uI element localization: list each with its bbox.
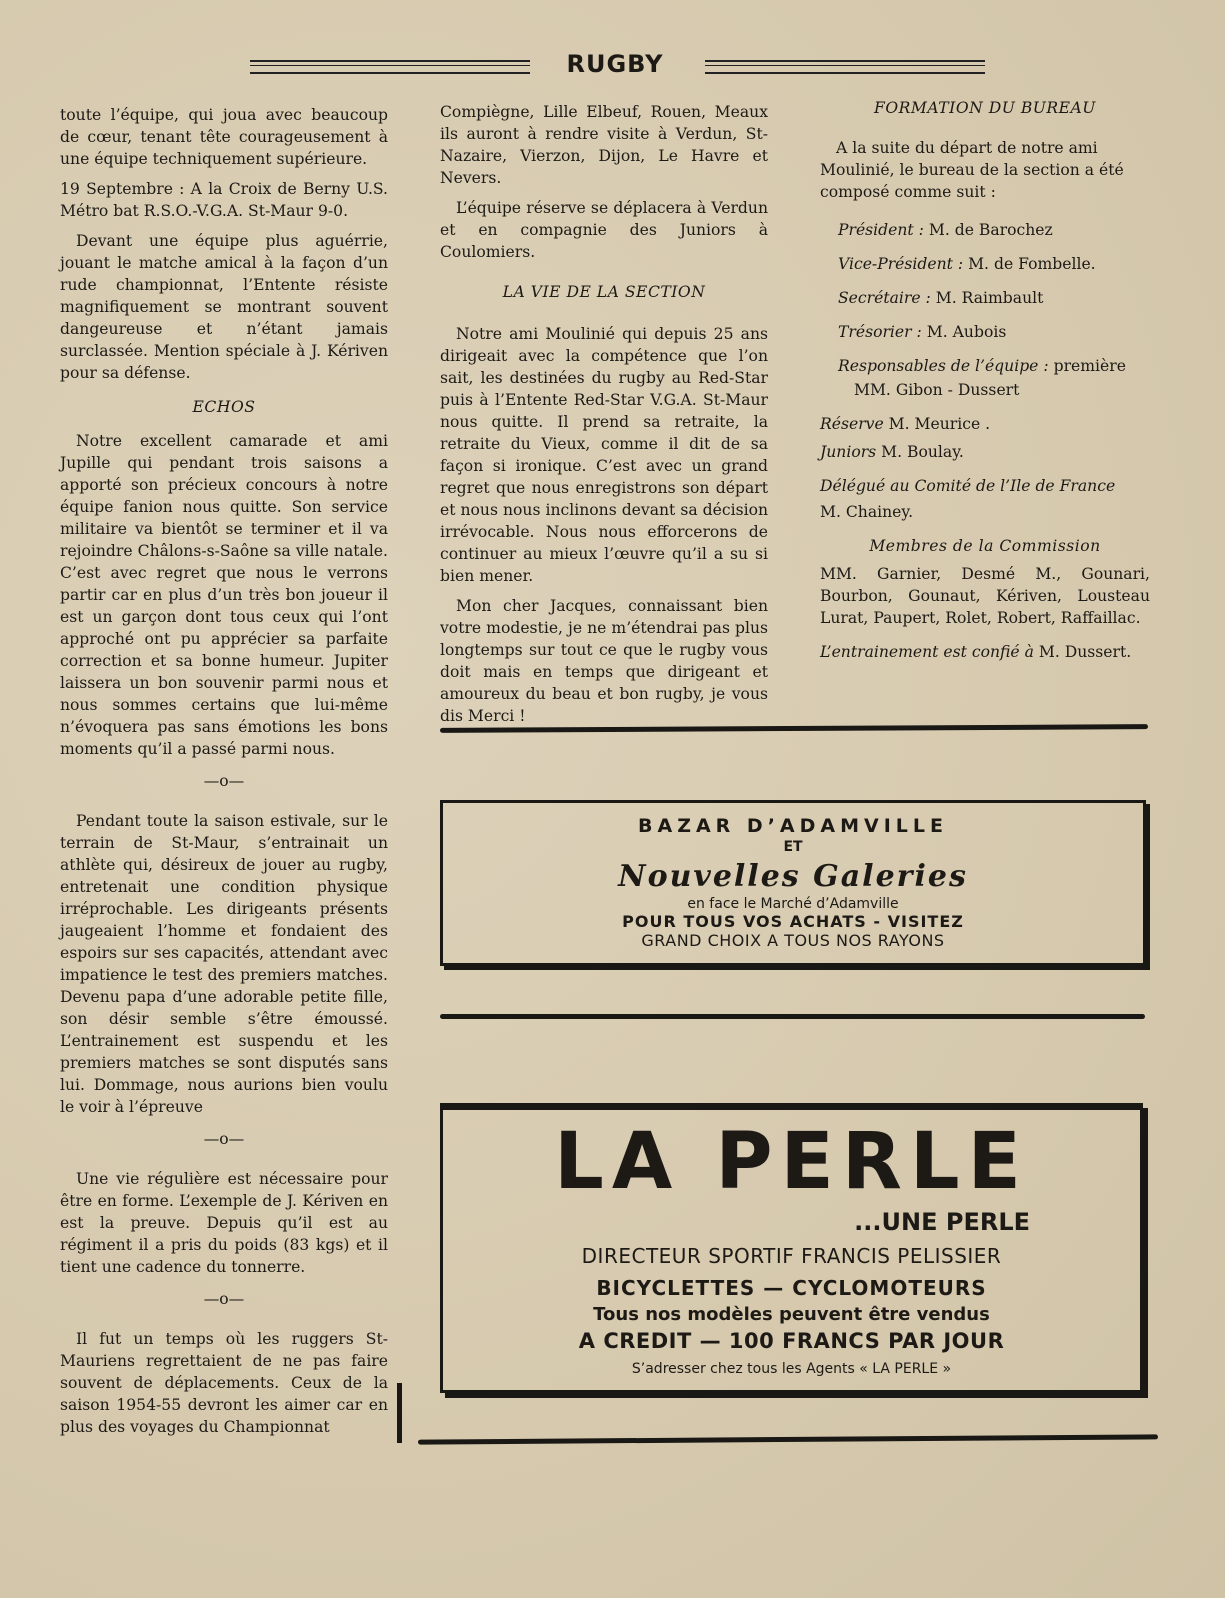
role-name: M. Boulay. <box>881 443 964 461</box>
paragraph: Une vie régulière est nécessaire pour être en forme. L’exemple de J. Kériven en est la preuve. Depuis qu’il est au régiment il a pris du poids (83 kgs) et il tient une cadence du tonnerre. <box>60 1170 388 1276</box>
list-item <box>820 219 1150 241</box>
role-name: MM. Gibon - Dussert <box>854 381 1020 399</box>
column-2 <box>440 101 768 735</box>
list-item <box>820 641 1150 663</box>
role-name: première <box>1053 357 1126 375</box>
paragraph: Compiègne, Lille Elbeuf, Rouen, Meaux ils auront à rendre visite à Verdun, St-Nazaire, Vierzon, Dijon, Le Havre et Nevers. <box>440 103 768 187</box>
ad-subtitle: ...UNE PERLE <box>854 1208 1030 1236</box>
column-bar <box>397 1383 402 1443</box>
role-label: Réserve <box>820 415 884 433</box>
role-name: M. de Fombelle. <box>968 255 1096 273</box>
separator: —o— <box>203 1130 245 1148</box>
role-name: M. Meurice . <box>888 415 991 433</box>
role-name: M. Raimbault <box>935 289 1044 307</box>
divider <box>418 1434 1158 1444</box>
list-item <box>820 475 1150 497</box>
ad-brand: Nouvelles Galeries <box>618 859 968 894</box>
match-report <box>60 178 388 222</box>
paragraph: Il fut un temps où les ruggers St-Mauriens regrettaient de ne pas faire souvent de déplacements. Ceux de la saison 1954-55 devront les aimer car en plus des voyages du Championnat <box>60 1330 388 1436</box>
list-item <box>820 355 1150 377</box>
role-label: Juniors <box>820 443 877 461</box>
bureau-heading: FORMATION DU BUREAU <box>874 99 1096 117</box>
ad-text: BICYCLETTES — CYCLOMOTEURS <box>596 1276 987 1300</box>
paragraph: Notre ami Moulinié qui depuis 25 ans dirigeait avec la compétence que l’on sait, les destinées du rugby au Red-Star puis à l’Entente Red-Star V.G.A. St-Maur nous quitte. Il prend sa retraite, la retraite du Vieux, comme il dit de sa façon si ironique. C’est avec un grand regret que nous enregistrons son départ et nous nous inclinons devant sa décision irrévocable. Nous nous efforcerons de continuer au mieux l’œuvre qu’il a su si bien mener. <box>440 325 768 585</box>
paragraph: A la suite du départ de notre ami Moulinié, le bureau de la section a été composé comme suit : <box>820 139 1124 201</box>
role-name: M. de Barochez <box>928 221 1053 239</box>
echos-heading: ECHOS <box>192 398 256 416</box>
ad-text: Tous nos modèles peuvent être vendus <box>593 1304 990 1325</box>
column-1 <box>60 104 388 1446</box>
list-item: MM. Garnier, Desmé M., Gounari, Bourbon, Gounaut, Kériven, Lousteau Lurat, Paupert, Rolet, Robert, Raffaillac. <box>820 565 1150 627</box>
ad-text: ET <box>783 839 803 855</box>
role-label: Responsables de l’équipe : <box>838 357 1049 375</box>
list-item <box>820 501 1150 523</box>
match-report-text: 19 Septembre : A la Croix de Berny U.S. Métro bat R.S.O.-V.G.A. St-Maur 9-0. <box>60 180 388 220</box>
role-name: M. Aubois <box>926 323 1007 341</box>
ad-text: POUR TOUS VOS ACHATS - VISITEZ <box>622 912 964 931</box>
list-item <box>820 321 1150 343</box>
ad-bazar-adamville <box>440 800 1146 966</box>
paragraph: Mon cher Jacques, connaissant bien votre modestie, je ne m’étendrai pas plus longtemps sur tout ce que le rugby vous doit mais en temps que dirigeant et amoureux du beau et bon rugby, je vous dis Merci ! <box>440 597 768 725</box>
ad-text: S’adresser chez tous les Agents « LA PERLE » <box>631 1361 952 1377</box>
column-3 <box>820 97 1150 675</box>
header-rule-right <box>705 60 985 74</box>
membres-heading: Membres de la Commission <box>869 537 1101 555</box>
section-heading: LA VIE DE LA SECTION <box>502 283 706 301</box>
paragraph: Notre excellent camarade et ami Jupille qui pendant trois saisons a apporté son précieux concours à notre équipe fanion nous quitte. Son service militaire va bientôt se terminer et il va rejoindre Châlons-s-Saône sa ville natale. C’est avec regret que nous le verrons partir car en plus d’un très bon joueur il est un garçon dont tous ceux qui l’ont approché ont pu apprécier sa parfaite correction et sa bonne humeur. Jupiter laissera un bon souvenir parmi nous et nous sommes certains que lui-même n’évoquera pas sans émotions les bons moments qu’il a passé parmi nous. <box>60 432 388 758</box>
ad-title: BAZAR D’ADAMVILLE <box>638 815 948 837</box>
role-label: L’entrainement est confié à <box>820 643 1034 661</box>
list-item <box>820 379 1150 401</box>
ad-la-perle <box>440 1103 1143 1393</box>
ad-text: en face le Marché d’Adamville <box>687 896 899 912</box>
bureau-list <box>820 219 1150 663</box>
paragraph: toute l’équipe, qui joua avec beaucoup de cœur, tenant tête courageusement à une équipe techniquement supérieure. <box>60 106 388 168</box>
role-label: Trésorier : <box>838 323 922 341</box>
role-label: Délégué au Comité de l’Ile de France <box>820 477 1116 495</box>
page-title: RUGBY <box>566 50 664 78</box>
ad-title: LA PERLE <box>554 1117 1029 1207</box>
role-label: Vice-Président : <box>838 255 964 273</box>
list-item <box>820 253 1150 275</box>
list-item <box>820 413 1150 435</box>
divider <box>440 1014 1145 1019</box>
separator: —o— <box>203 772 245 790</box>
role-name: M. Chainey. <box>820 503 914 521</box>
header-rule-left <box>250 60 530 74</box>
paragraph: L’équipe réserve se déplacera à Verdun et en compagnie des Juniors à Coulomiers. <box>440 199 768 261</box>
role-name: M. Dussert. <box>1038 643 1132 661</box>
ad-text: A CREDIT — 100 FRANCS PAR JOUR <box>578 1329 1005 1353</box>
ad-text: DIRECTEUR SPORTIF FRANCIS PELISSIER <box>581 1244 1002 1268</box>
page-header <box>250 50 985 84</box>
paragraph: Devant une équipe plus aguérrie, jouant le matche amical à la façon d’un rude championnat, l’Entente résiste magnifiquement se montrant souvent dangeureuse et n’étant jamais surclassée. Mention spéciale à J. Kériven pour sa défense. <box>60 232 388 382</box>
ad-text: GRAND CHOIX A TOUS NOS RAYONS <box>641 931 945 950</box>
role-label: Secrétaire : <box>838 289 931 307</box>
separator: —o— <box>203 1290 245 1308</box>
list-item <box>820 441 1150 463</box>
paragraph: Pendant toute la saison estivale, sur le terrain de St-Maur, s’entrainait un athlète qui, désireux de jouer au rugby, entretenait une condition physique irréprochable. Les dirigeants présents jaugeaient l’homme et fondaient des espoirs sur ses capacités, attendant avec impatience le test des premiers matches. Devenu papa d’une adorable petite fille, son désir semble s’être émoussé. L’entrainement est suspendu et les premiers matches se sont disputés sans lui. Dommage, nous aurions bien voulu le voir à l’épreuve <box>60 812 388 1116</box>
role-label: Président : <box>838 221 924 239</box>
list-item <box>820 287 1150 309</box>
